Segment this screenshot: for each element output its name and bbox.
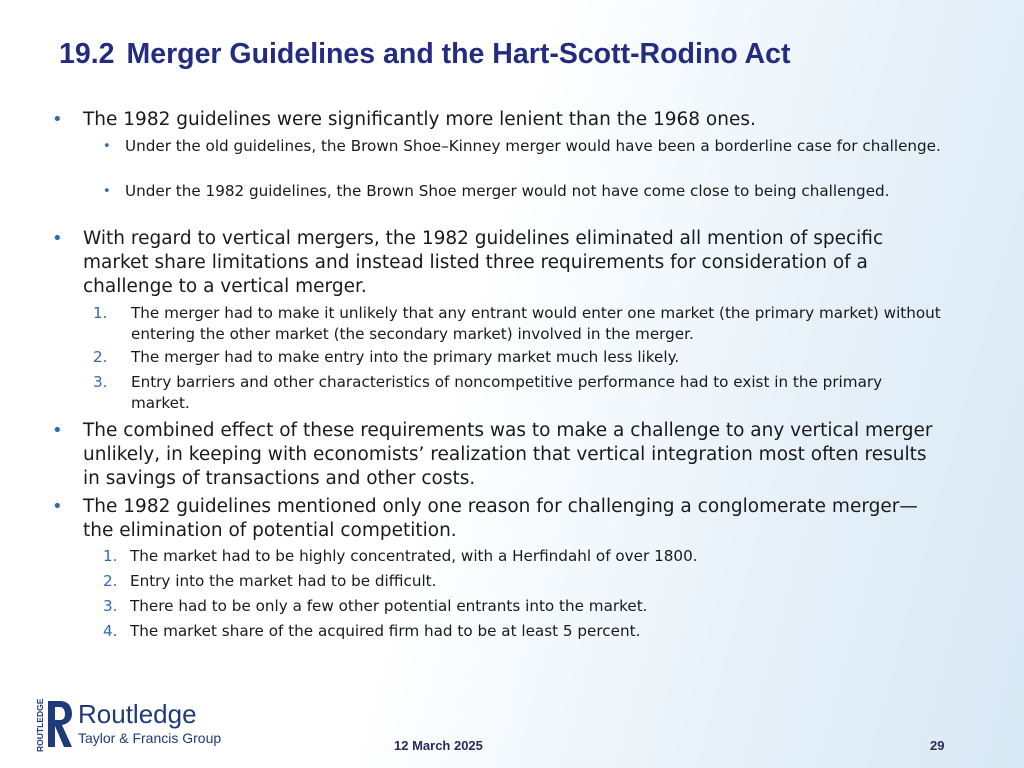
logo-name: Routledge	[78, 699, 197, 729]
bullet-item	[52, 108, 943, 132]
numbered-text: The market share of the acquired firm had to be at least 5 percent.	[130, 622, 641, 640]
list-number: 3.	[93, 373, 108, 391]
numbered-item	[103, 571, 940, 592]
page-number: 29	[930, 738, 945, 753]
numbered-item	[103, 546, 940, 567]
bullet-icon: •	[52, 228, 63, 249]
bullet-text: The 1982 guidelines mentioned only one reason for challenging a conglomerate merger—the elimination of potential competition.	[83, 496, 918, 541]
numbered-text: Entry barriers and other characteristics of noncompetitive performance had to exist in the primary market.	[131, 373, 883, 412]
list-number: 4.	[103, 622, 118, 640]
routledge-logo	[34, 697, 224, 755]
numbered-item	[103, 596, 940, 617]
bullet-text: With regard to vertical mergers, the 1982 guidelines eliminated all mention of specific market share limitations and instead listed three requirements for consideration of a challenge to a vertical merger.	[83, 228, 884, 297]
title-text: Merger Guidelines and the Hart-Scott-Rodino Act	[126, 38, 791, 70]
logo-vertical-text: ROUTLEDGE	[35, 698, 45, 752]
numbered-text: The merger had to make entry into the primary market much less likely.	[131, 348, 680, 366]
numbered-item	[103, 621, 940, 642]
sub-bullet-item	[103, 136, 945, 157]
list-number: 2.	[103, 572, 118, 590]
logo-subtitle: Taylor & Francis Group	[78, 730, 222, 746]
numbered-text: Entry into the market had to be difficult.	[130, 572, 437, 590]
bullet-item	[52, 227, 943, 299]
section-number: 19.2	[59, 38, 115, 70]
bullet-icon: •	[52, 109, 63, 130]
sub-bullet-text: Under the 1982 guidelines, the Brown Shoe merger would not have come close to being challenged.	[125, 182, 890, 200]
sub-bullet-item	[103, 181, 945, 202]
sub-bullet-text: Under the old guidelines, the Brown Shoe–Kinney merger would have been a borderline case for challenge.	[125, 137, 941, 155]
list-number: 2.	[93, 348, 108, 366]
bullet-text: The 1982 guidelines were significantly more lenient than the 1968 ones.	[83, 109, 756, 130]
numbered-text: There had to be only a few other potential entrants into the market.	[130, 597, 648, 615]
bullet-icon: •	[52, 420, 63, 441]
bullet-icon: •	[103, 184, 111, 199]
numbered-text: The market had to be highly concentrated, with a Herfindahl of over 1800.	[130, 547, 698, 565]
list-number: 1.	[103, 547, 118, 565]
bullet-item	[52, 495, 943, 543]
numbered-item	[93, 372, 941, 414]
numbered-item	[93, 347, 941, 368]
bullet-item	[52, 419, 943, 491]
numbered-text: The merger had to make it unlikely that any entrant would enter one market (the primary market) without entering the other market (the secondary market) involved in the merger.	[131, 304, 941, 343]
bullet-icon: •	[52, 496, 63, 517]
list-number: 3.	[103, 597, 118, 615]
bullet-icon: •	[103, 139, 111, 154]
list-number: 1.	[93, 304, 108, 322]
routledge-logo-icon	[34, 697, 76, 755]
numbered-item	[93, 303, 941, 345]
slide-title	[59, 38, 790, 71]
footer-date: 12 March 2025	[394, 738, 483, 753]
bullet-text: The combined effect of these requirements was to make a challenge to any vertical merger unlikely, in keeping with economists’ realization that vertical integration most often results in savings of transactions and other costs.	[83, 420, 933, 489]
